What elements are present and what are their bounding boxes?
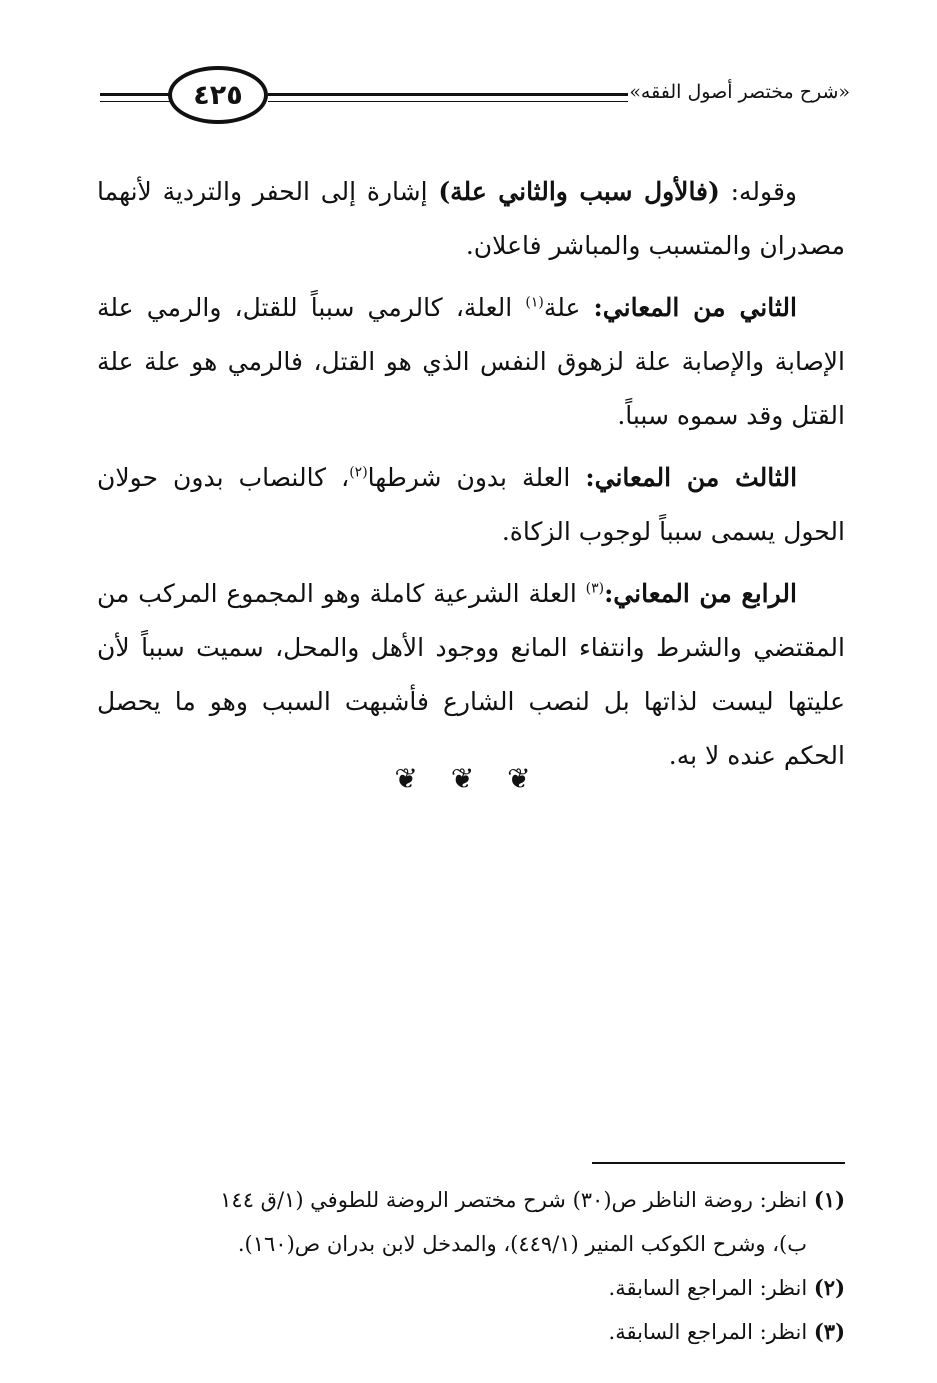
footnote-1-continuation: ب)، وشرح الكوكب المنير (٤٤٩/١)، والمدخل لابن بدران ص(١٦٠). bbox=[237, 1232, 807, 1256]
section-end-ornament: ❦ ❦ ❦ bbox=[394, 762, 543, 795]
main-text bbox=[97, 165, 845, 791]
paragraph-pre-ref: العلة بدون شرطها bbox=[367, 463, 586, 492]
footnote-ref-2[interactable]: (٢) bbox=[349, 464, 368, 481]
page-number: ٤٢٥ bbox=[193, 79, 243, 111]
footnote-text: انظر: المراجع السابقة. bbox=[608, 1276, 814, 1300]
footnote-1 bbox=[97, 1178, 845, 1222]
footnotes bbox=[97, 1178, 845, 1354]
page-header bbox=[100, 62, 850, 132]
paragraph-lead: وقوله: bbox=[719, 177, 797, 206]
paragraph-pre-ref: علة bbox=[543, 293, 594, 322]
page-number-oval bbox=[168, 66, 268, 124]
paragraph-2 bbox=[97, 281, 845, 443]
paragraph-heading: الثالث من المعاني: bbox=[585, 463, 798, 492]
paragraph-rest: ، كالنصاب بدون حولان الحول يسمى سبباً لوجوب الزكاة. bbox=[97, 463, 845, 546]
footnote-2 bbox=[97, 1266, 845, 1310]
paragraph-4 bbox=[97, 567, 845, 783]
footnote-separator bbox=[592, 1162, 845, 1164]
paragraph-heading: الثاني من المعاني: bbox=[593, 293, 797, 322]
footnote-number: (١) bbox=[813, 1187, 845, 1212]
paragraph-1 bbox=[97, 165, 845, 273]
footnote-number: (٢) bbox=[813, 1275, 845, 1300]
paragraph-3 bbox=[97, 451, 845, 559]
running-title: «شرح مختصر أصول الفقه» bbox=[629, 81, 850, 103]
footnote-number: (٣) bbox=[813, 1319, 845, 1344]
footnote-3 bbox=[97, 1310, 845, 1354]
footnote-ref-3[interactable]: (٣) bbox=[585, 580, 605, 597]
paragraph-rest: العلة، كالرمي سبباً للقتل، والرمي علة الإصابة والإصابة علة لزهوق النفس الذي هو القتل، فالرمي هو علة علة القتل وقد سموه سبباً. bbox=[97, 293, 845, 430]
header-rule-left bbox=[100, 93, 172, 102]
footnote-text: انظر: روضة الناظر ص(٣٠) شرح مختصر الروضة للطوفي (١/ق ١٤٤ bbox=[220, 1188, 814, 1212]
header-rule-right bbox=[268, 93, 628, 102]
paragraph-bold-phrase: (فالأول سبب والثاني علة) bbox=[438, 177, 720, 206]
footnote-ref-1[interactable]: (١) bbox=[525, 294, 544, 311]
paragraph-rest: إشارة إلى الحفر والتردية لأنهما مصدران والمتسبب والمباشر فاعلان. bbox=[97, 177, 845, 260]
paragraph-heading: الرابع من المعاني: bbox=[604, 579, 797, 608]
paragraph-rest: العلة الشرعية كاملة وهو المجموع المركب من المقتضي والشرط وانتفاء المانع ووجود الأهل والمحل، سميت سبباً لأن عليتها ليست لذاتها بل لنصب الشارع فأشبهت السبب وهو ما يحصل الحكم عنده لا به. bbox=[97, 579, 845, 770]
footnote-text: انظر: المراجع السابقة. bbox=[608, 1320, 814, 1344]
